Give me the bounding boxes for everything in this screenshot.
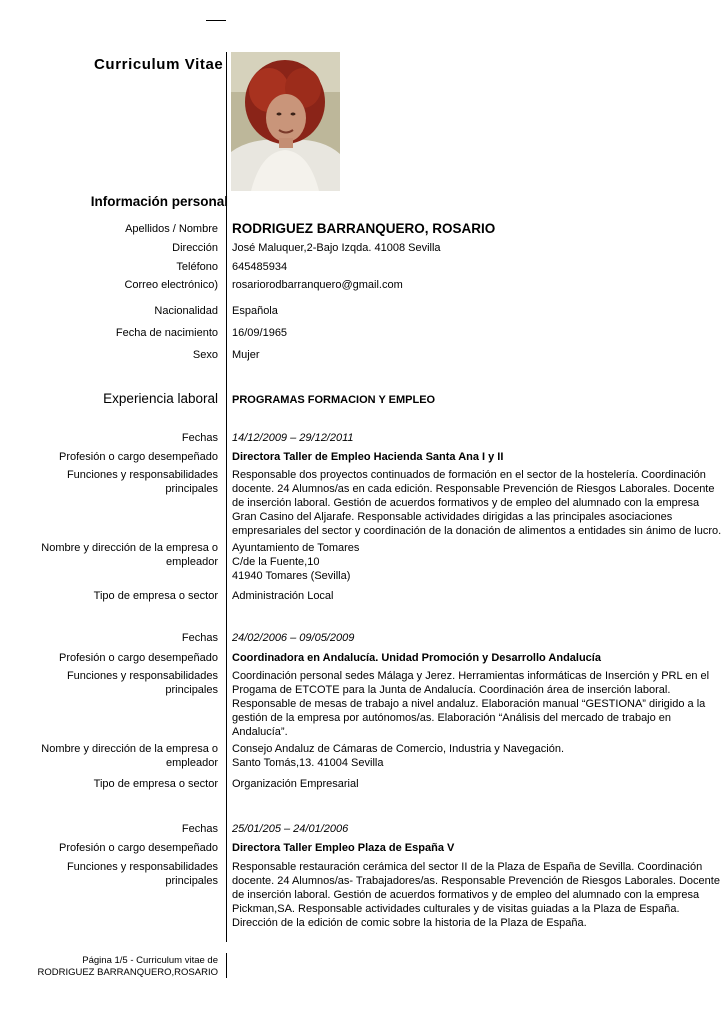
employer-label: Nombre y dirección de la empresa o empleador	[41, 743, 218, 769]
experience-heading: Experiencia laboral	[103, 391, 218, 406]
job-dates: 14/12/2009 – 29/12/2011	[232, 432, 354, 444]
footer-divider	[226, 953, 227, 978]
phone-value: 645485934	[232, 261, 288, 273]
top-rule	[206, 20, 226, 21]
email-value: rosariorodbarranquero@gmail.com	[232, 279, 403, 291]
dates-label: Fechas	[181, 432, 218, 444]
birth-label: Fecha de nacimiento	[115, 327, 218, 339]
phone-label: Teléfono	[176, 261, 218, 273]
job-position: Coordinadora en Andalucía. Unidad Promoción y Desarrollo Andalucía	[232, 652, 601, 664]
position-label: Profesión o cargo desempeñado	[59, 842, 218, 854]
job-duties: Coordinación personal sedes Málaga y Jerez. Herramientas informáticas de Inserción y PRL en el Progama de ETCOTE para la Junta de Andalucía. Coordinación área de inserción laboral. Responsable de mesas de trabajo a nivel andaluz. Elaboración manual “GESTIONA” dirigido a la gestión de la empresa por autónomos/as. Elaboración “Análisis del mercado de trabajo en Andalucía”.	[232, 670, 710, 738]
job-dates: 24/02/2006 – 09/05/2009	[232, 632, 355, 644]
experience-subheading: PROGRAMAS FORMACION Y EMPLEO	[232, 394, 436, 406]
address-value: José Maluquer,2-Bajo Izqda. 41008 Sevilla	[232, 242, 441, 254]
birth-value: 16/09/1965	[232, 327, 288, 339]
cv-title: Curriculum Vitae	[94, 56, 224, 73]
dates-label: Fechas	[181, 632, 218, 644]
job-position: Directora Taller Empleo Plaza de España V	[232, 842, 455, 854]
position-label: Profesión o cargo desempeñado	[59, 652, 218, 664]
sex-value: Mujer	[232, 349, 260, 361]
duties-label: Funciones y responsabilidades principales	[66, 469, 218, 495]
duties-label: Funciones y responsabilidades principales	[66, 861, 218, 887]
job-employer: Consejo Andaluz de Cámaras de Comercio, Industria y Navegación. Santo Tomás,13. 41004 Sevilla	[232, 743, 565, 769]
job-employer: Ayuntamiento de Tomares C/de la Fuente,10 41940 Tomares (Sevilla)	[232, 542, 360, 582]
position-label: Profesión o cargo desempeñado	[59, 451, 218, 463]
sector-label: Tipo de empresa o sector	[93, 590, 218, 602]
column-divider	[226, 52, 227, 942]
sex-label: Sexo	[192, 349, 218, 361]
full-name: RODRIGUEZ BARRANQUERO, ROSARIO	[232, 221, 496, 236]
personal-info-heading: Información personal	[90, 194, 228, 209]
name-label: Apellidos / Nombre	[125, 223, 218, 235]
page-footer: Página 1/5 - Curriculum vitae de RODRIGUEZ BARRANQUERO,ROSARIO	[37, 955, 218, 978]
job-dates: 25/01/205 – 24/01/2006	[232, 823, 349, 835]
job-sector: Administración Local	[232, 590, 334, 602]
duties-label: Funciones y responsabilidades principales	[66, 670, 218, 696]
address-label: Dirección	[172, 242, 218, 254]
nationality-label: Nacionalidad	[154, 305, 218, 317]
job-duties: Responsable restauración cerámica del sector II de la Plaza de España de Sevilla. Coordinación docente. 24 Alumnos/as- Trabajadores/as. Responsable Prevención de Riesgos Laborales. Docente de inserción laboral. Gestión de acuerdos formativos y de empleo del alumnado con la empresa Pickman,SA. Responsable actividades culturales y de visitas guiadas a la Plaza de España. Dirección de la edición de comic sobre la historia de la Plaza de España.	[232, 861, 720, 929]
employer-label: Nombre y dirección de la empresa o empleador	[41, 542, 218, 568]
dates-label: Fechas	[181, 823, 218, 835]
job-position: Directora Taller de Empleo Hacienda Santa Ana I y II	[232, 451, 504, 463]
email-label: Correo electrónico)	[124, 279, 218, 291]
nationality-value: Española	[232, 305, 278, 317]
sector-label: Tipo de empresa o sector	[93, 778, 218, 790]
profile-photo	[231, 52, 340, 191]
job-duties: Responsable dos proyectos continuados de formación en el sector de la hostelería. Coordinación docente. 24 Alumnos/as en cada edición. Responsable Prevención de Riesgos Laborales. Docente de inserción laboral. Gestión de acuerdos formativos y de empleo del alumnado con la empresa Gran Casino del Aljarafe. Responsable actividades dirigidas a las principales asociaciones empresariales del sector y coordinación de la donación de alimentos a entidades sin ánimo de lucro.	[232, 469, 722, 537]
job-sector: Organización Empresarial	[232, 778, 359, 790]
